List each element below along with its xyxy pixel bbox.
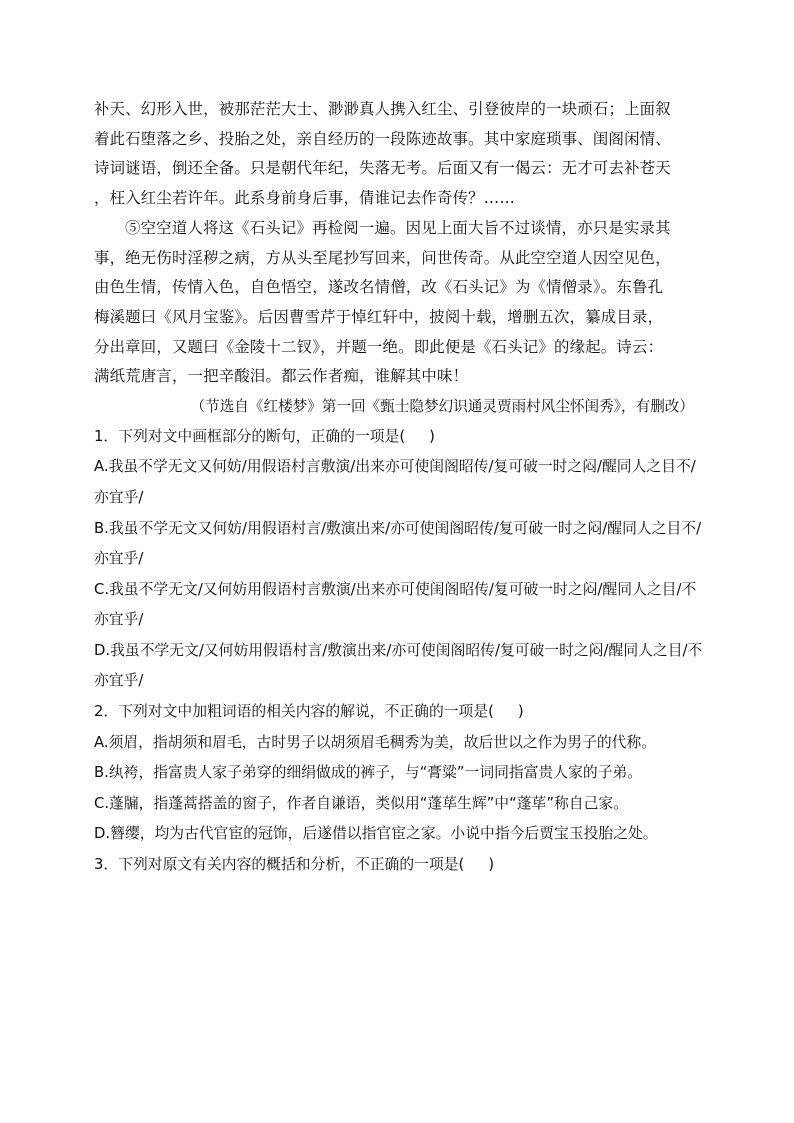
question-2-option-b: B.纨袴，指富贵人家子弟穿的细绢做成的裤子，与“膏粱”一词同指富贵人家的子弟。 xyxy=(94,764,643,782)
question-1-option-a: A.我虽不学无文又何妨/用假语村言敷演/出来亦可使闺阁昭传/复可破一时之闷/醒同人之目不/亦宜乎/ xyxy=(94,458,696,506)
question-2-option-d: D.簪缨，均为古代官宦的冠饰，后遂借以指官宦之家。小说中指今后贾宝玉投胎之处。 xyxy=(94,825,658,843)
passage xyxy=(94,95,704,392)
passage-paragraph-4 xyxy=(94,95,704,214)
passage-paragraph-5 xyxy=(94,214,704,392)
question-1-option-b: B.我虽不学无文又何妨/用假语村言/敷演出来/亦可使闺阁昭传/复可破一时之闷/醒同人之目不/亦宜乎/ xyxy=(94,519,702,568)
passage-line: 分出章回，又题曰《金陵十二钗》，并题一绝。即此便是《石头记》的缘起。诗云： xyxy=(94,337,664,356)
passage-line: 梅溪题曰《风月宝鉴》。后因曹雪芹于悼红轩中，披阅十载，增删五次，纂成目录， xyxy=(94,307,664,326)
question-1-option-c: C.我虽不学无文/又何妨用假语村言敷演/出来亦可使闺阁昭传/复可破一时之闷/醒同人之目/不亦宜乎/ xyxy=(94,580,697,629)
passage-line: ，枉入红尘若许年。此系身前身后事，倩谁记去作奇传？…… xyxy=(94,189,515,208)
question-2-option-c: C.蓬牖，指蓬蒿搭盖的窗子，作者自谦语，类似用“蓬荜生辉”中“蓬荜”称自己家。 xyxy=(94,794,628,812)
question-2-stem: 2．下列对文中加粗词语的相关内容的解说，不正确的一项是( ) xyxy=(94,703,524,721)
passage-source: （节选自《红楼梦》第一回《甄士隐梦幻识通灵贾雨村风尘怀闺秀》，有删改） xyxy=(190,398,694,416)
question-1-option-d: D.我虽不学无文/又何妨用假语村言/敷演出来/亦可使闺阁昭传/复可破一时之闷/醒同人之目/不亦宜乎/ xyxy=(94,641,703,690)
passage-line: ⑤空空道人将这《石头记》再检阅一遍。因见上面大旨不过谈情，亦只是实录其 xyxy=(125,218,671,237)
passage-line: 着此石堕落之乡、投胎之处，亲自经历的一段陈迹故事。其中家庭琐事、闺阁闲情、 xyxy=(94,129,671,148)
passage-line: 由色生情，传情入色，自色悟空，遂改名情僧，改《石头记》为《情僧录》。东鲁孔 xyxy=(94,278,664,297)
passage-line: 满纸荒唐言，一把辛酸泪。都云作者痴，谁解其中味！ xyxy=(94,367,469,386)
questions xyxy=(94,422,704,881)
question-1-stem: 1．下列对文中画框部分的断句，正确的一项是( ) xyxy=(94,427,435,445)
question-2-option-a: A.须眉，指胡须和眉毛，古时男子以胡须眉毛稠秀为美，故后世以之作为男子的代称。 xyxy=(94,733,657,751)
passage-line: 补天、幻形入世，被那茫茫大士、渺渺真人携入红尘、引登彼岸的一块顽石；上面叙 xyxy=(94,100,671,118)
passage-line: 诗词谜语，倒还全备。只是朝代年纪，失落无考。后面又有一偈云：无才可去补苍天 xyxy=(94,159,671,178)
document-page xyxy=(94,95,704,881)
passage-line: 事，绝无伤时淫秽之病，方从头至尾抄写回来，问世传奇。从此空空道人因空见色， xyxy=(94,248,671,267)
question-3-stem: 3．下列对原文有关内容的概括和分析，不正确的一项是( ) xyxy=(94,856,495,874)
